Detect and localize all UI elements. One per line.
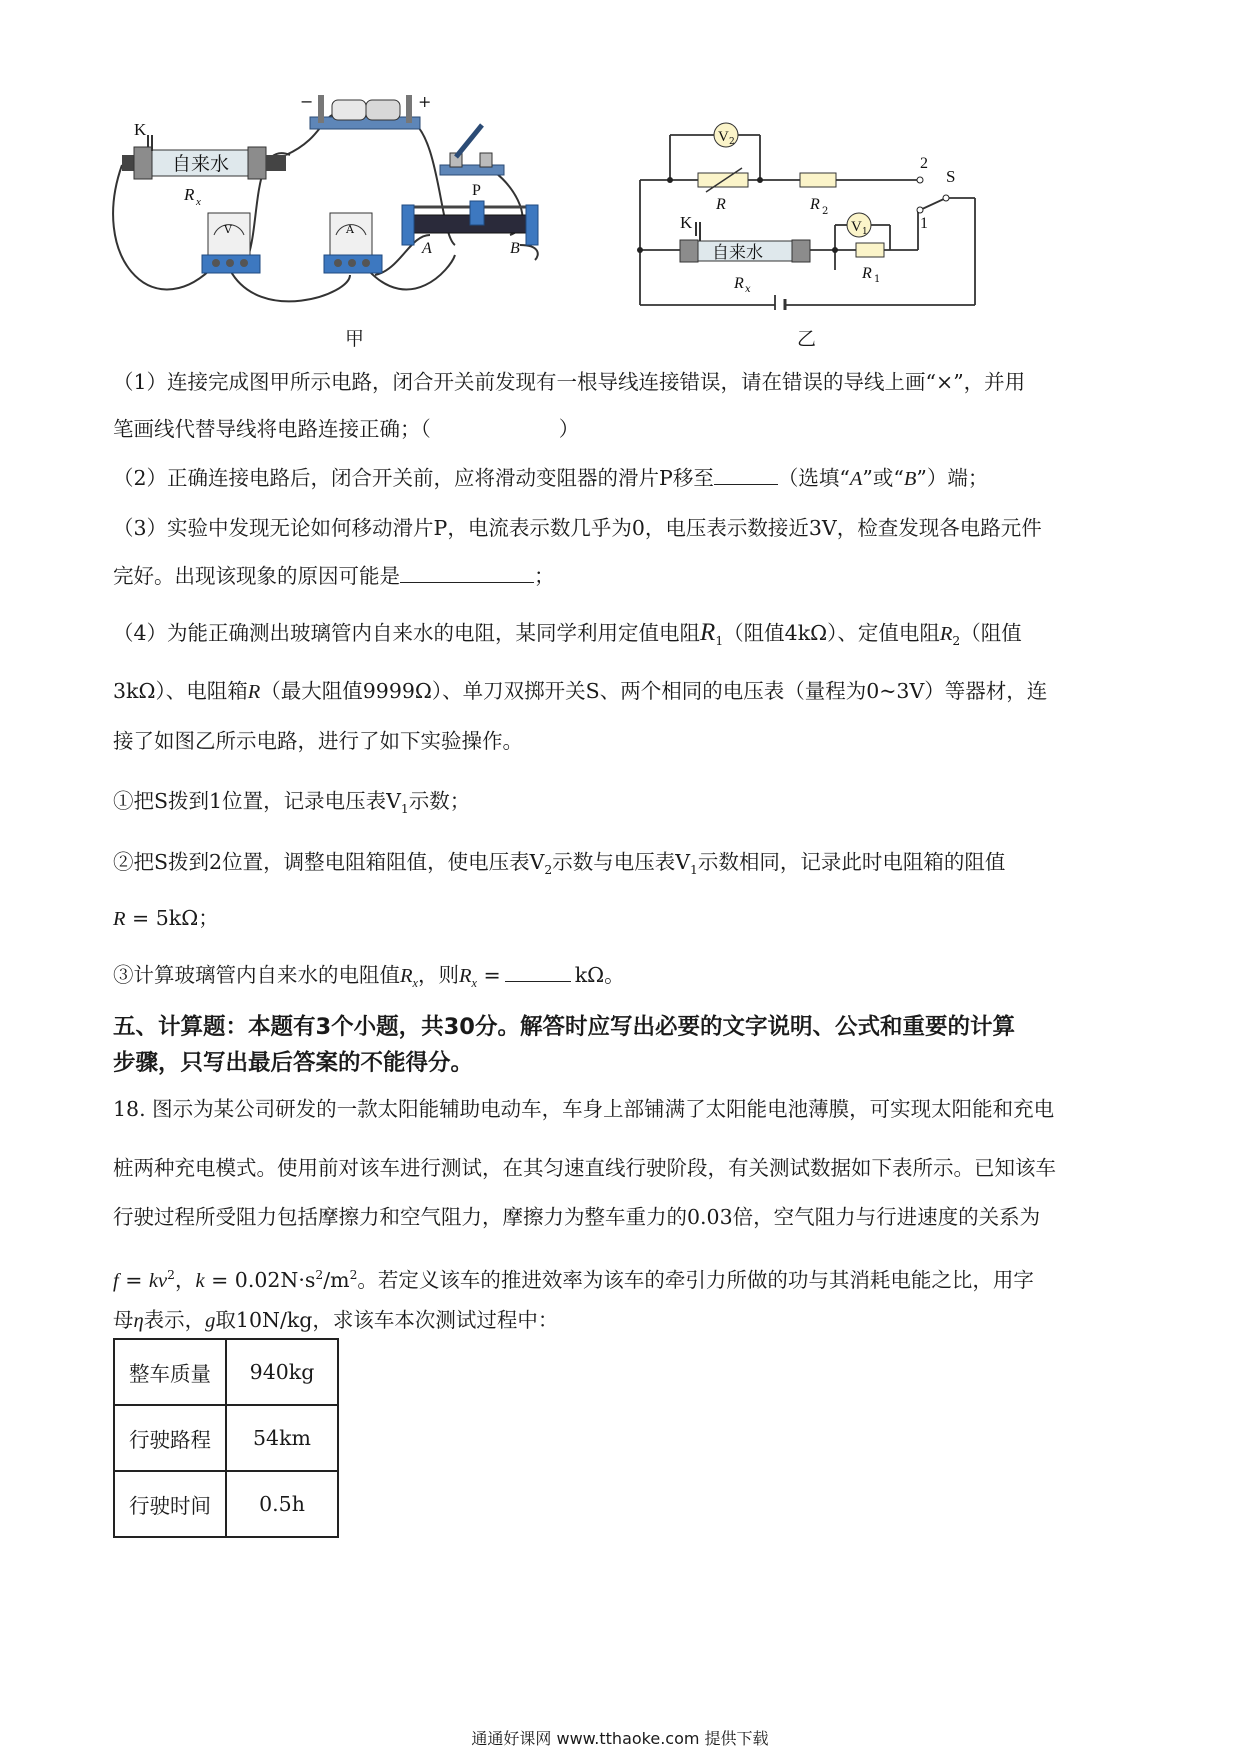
p18-line5: 母η表示，g取10N/kg，求该车本次测试过程中： — [113, 1308, 559, 1332]
figure-yi-caption: 乙 — [797, 328, 817, 350]
jia-ammeter — [324, 213, 382, 273]
q4-line1: （4）为能正确测出玻璃管内自来水的电阻，某同学利用定值电阻$R_1$（阻值4kΩ）、定值电阻$R_2$（阻值 — [113, 619, 1022, 649]
figure-jia-caption: 甲 — [345, 328, 365, 350]
q2: （2）正确连接电路后，闭合开关前，应将滑动变阻器的滑片P移至 （选填“A”或“B”）端； — [113, 462, 988, 495]
p18-line2: 桩两种充电模式。使用前对该车进行测试，在其匀速直线行驶阶段，有关测试数据如下表所示。已知该车 — [113, 1156, 1056, 1180]
table-row — [114, 1339, 338, 1405]
table-cell-label: 行驶路程 — [114, 1405, 226, 1471]
q3-line1: （3）实验中发现无论如何移动滑片P，电流表示数几乎为0，电压表示数接近3V，检查发现各电路元件 — [113, 516, 1042, 540]
svg-text:R: R — [862, 265, 872, 282]
q4-line3: 接了如图乙所示电路，进行了如下实验操作。 — [113, 729, 523, 753]
figure-yi-circuit — [630, 110, 980, 310]
svg-text:R: R — [716, 196, 726, 213]
test-data-table — [113, 1338, 339, 1538]
svg-text:2: 2 — [729, 137, 735, 147]
table-cell-value: 54km — [226, 1405, 338, 1471]
figure-jia-circuit — [110, 95, 590, 355]
step-2-result: R = 5kΩ； — [113, 906, 219, 930]
table-row — [114, 1405, 338, 1471]
q4-line2: 3kΩ）、电阻箱R（最大阻值9999Ω）、单刀双掷开关S、两个相同的电压表（量程为0~3V）等器材，连 — [113, 679, 1048, 703]
p18-line1: 18. 图示为某公司研发的一款太阳能辅助电动车，车身上部铺满了太阳能电池薄膜，可实现太阳能和充电 — [113, 1097, 1055, 1121]
svg-text:P: P — [472, 182, 481, 199]
jia-plus: + — [418, 95, 432, 111]
svg-text:2: 2 — [822, 206, 829, 217]
q1-line2: 笔画线代替导线将电路连接正确；（ ） — [113, 417, 580, 441]
svg-text:1: 1 — [874, 274, 881, 285]
svg-text:V: V — [224, 223, 232, 236]
svg-text:S: S — [946, 167, 956, 186]
jia-rx-label: R — [184, 185, 195, 204]
jia-rheostat — [402, 182, 538, 257]
jia-tube-text: 自来水 — [172, 153, 230, 175]
svg-text:V: V — [718, 129, 729, 145]
table-row — [114, 1471, 338, 1537]
section-title-line2: 步骤，只写出最后答案的不能得分。 — [113, 1050, 474, 1076]
jia-rx-sub: x — [196, 196, 201, 208]
table-cell-value: 940kg — [226, 1339, 338, 1405]
svg-text:x: x — [745, 284, 751, 295]
step-1: ①把S拨到1位置，记录电压表$V_1$示数； — [113, 789, 471, 817]
svg-text:A: A — [422, 240, 432, 257]
q3-line2: 完好。出现该现象的原因可能是 ； — [113, 560, 555, 592]
step-3-answer-blank[interactable] — [505, 959, 571, 982]
svg-text:1: 1 — [920, 215, 928, 232]
page-footer: 通通好课网 www.tthaoke.com 提供下载 — [471, 1729, 769, 1748]
svg-text:K: K — [680, 213, 693, 232]
svg-text:R: R — [810, 196, 820, 213]
table-cell-label: 行驶时间 — [114, 1471, 226, 1537]
p18-line3: 行驶过程所受阻力包括摩擦力和空气阻力，摩擦力为整车重力的0.03倍，空气阻力与行进速度的关系为 — [113, 1205, 1041, 1229]
svg-text:V: V — [851, 219, 862, 235]
table-cell-value: 0.5h — [226, 1471, 338, 1537]
svg-text:A: A — [346, 223, 354, 236]
jia-minus: − — [300, 95, 314, 111]
p18-line4: $f = kv^2$，$k = 0.02N\cdot s^2/m^2$。若定义该车的推进效率为该车的牵引力所做的功与其消耗电能之比，用字 — [113, 1267, 1034, 1292]
q2-answer-blank[interactable] — [714, 462, 778, 485]
svg-text:自来水: 自来水 — [712, 243, 763, 263]
svg-text:R: R — [734, 275, 744, 292]
step-3: ③计算玻璃管内自来水的电阻值$R_x$，则$R_x = k\Omega$。 — [113, 959, 625, 999]
q1-line1: （1）连接完成图甲所示电路，闭合开关前发现有一根导线连接错误，请在错误的导线上画“×”，并用 — [113, 370, 1026, 394]
jia-k-label: K — [134, 120, 147, 139]
svg-text:B: B — [510, 240, 520, 257]
table-cell-label: 整车质量 — [114, 1339, 226, 1405]
svg-text:2: 2 — [920, 155, 928, 172]
step-2: ②把S拨到2位置，调整电阻箱阻值，使电压表$V_2$示数与电压表$V_1$示数相同，记录此时电阻箱的阻值 — [113, 850, 1006, 878]
svg-text:1: 1 — [862, 227, 868, 237]
section-title-line1: 五、计算题：本题有3个小题，共30分。解答时应写出必要的文字说明、公式和重要的计算 — [113, 1014, 1015, 1040]
q3-answer-blank[interactable] — [400, 560, 534, 583]
